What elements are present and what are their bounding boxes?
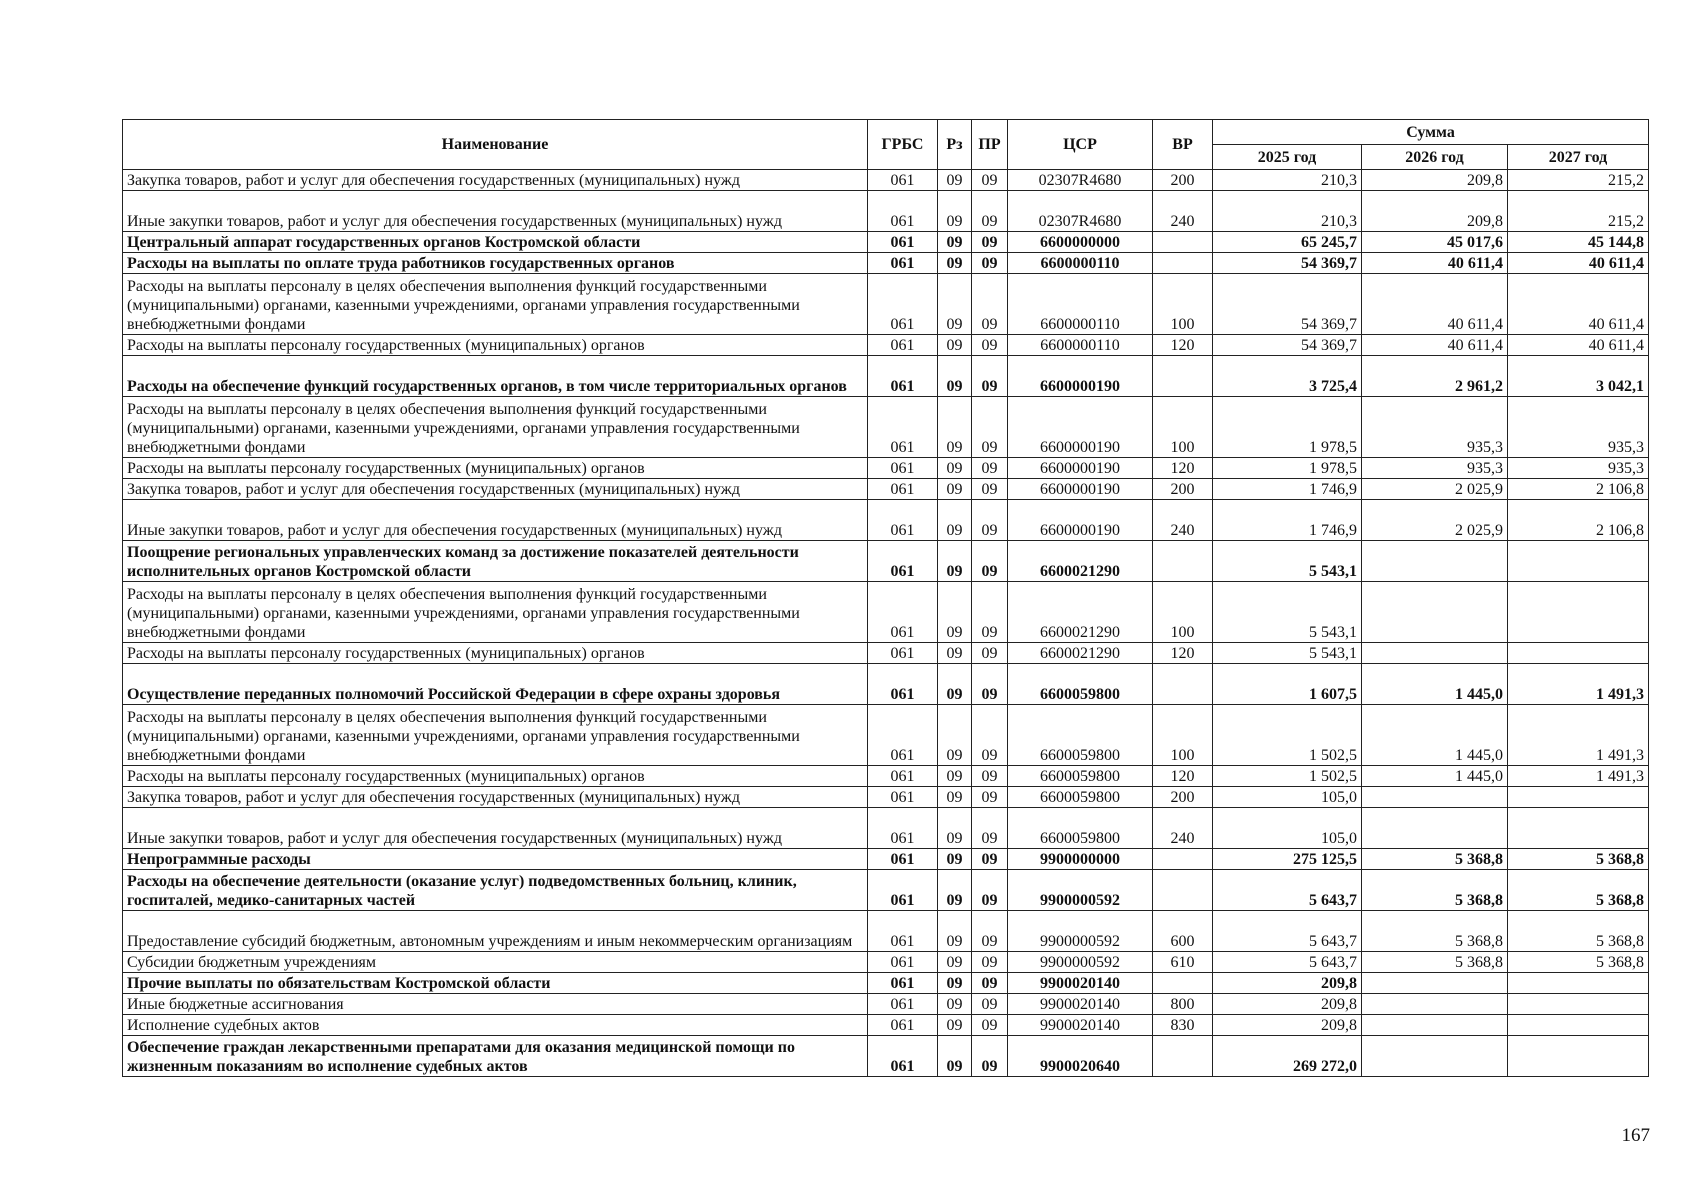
- table-row: [123, 973, 1649, 994]
- cell-grbs: 061: [868, 500, 938, 541]
- cell-grbs: 061: [868, 253, 938, 274]
- cell-rz: 09: [938, 253, 972, 274]
- cell-pr: 09: [972, 479, 1008, 500]
- table-body: [123, 170, 1649, 1077]
- table-row: [123, 356, 1649, 397]
- cell-grbs: 061: [868, 582, 938, 643]
- cell-rz: 09: [938, 397, 972, 458]
- table-row: [123, 541, 1649, 582]
- cell-vr: 200: [1153, 479, 1213, 500]
- table-row: [123, 994, 1649, 1015]
- cell-rz: 09: [938, 870, 972, 911]
- cell-vr: [1153, 541, 1213, 582]
- cell-s2027: 215,2: [1508, 191, 1649, 232]
- cell-s2026: [1362, 1036, 1508, 1077]
- cell-name: Поощрение региональных управленческих команд за достижение показателей деятельности исполнительных органов Костромской области: [123, 541, 868, 582]
- cell-s2025: 275 125,5: [1213, 849, 1362, 870]
- cell-name: Обеспечение граждан лекарственными препаратами для оказания медицинской помощи по жизненным показаниям во исполнение судебных актов: [123, 1036, 868, 1077]
- header-csr: ЦСР: [1008, 120, 1153, 170]
- cell-pr: 09: [972, 356, 1008, 397]
- cell-s2027: 5 368,8: [1508, 870, 1649, 911]
- cell-grbs: 061: [868, 952, 938, 973]
- cell-s2027: 1 491,3: [1508, 766, 1649, 787]
- cell-name: Расходы на выплаты персоналу в целях обеспечения выполнения функций государственными (муниципальными) органами, казенными учреждениями, органами управления государственными внебюджетными фондами: [123, 705, 868, 766]
- cell-s2026: 2 961,2: [1362, 356, 1508, 397]
- cell-vr: 240: [1153, 500, 1213, 541]
- cell-s2026: [1362, 1015, 1508, 1036]
- cell-csr: 6600000190: [1008, 479, 1153, 500]
- cell-csr: 6600059800: [1008, 664, 1153, 705]
- cell-csr: 6600000190: [1008, 458, 1153, 479]
- cell-s2027: [1508, 582, 1649, 643]
- cell-grbs: 061: [868, 870, 938, 911]
- cell-csr: 9900020140: [1008, 994, 1153, 1015]
- cell-csr: 6600000190: [1008, 397, 1153, 458]
- table-row: [123, 849, 1649, 870]
- cell-vr: [1153, 849, 1213, 870]
- cell-s2027: 215,2: [1508, 170, 1649, 191]
- cell-csr: 6600000190: [1008, 500, 1153, 541]
- cell-s2025: 65 245,7: [1213, 232, 1362, 253]
- cell-vr: 240: [1153, 191, 1213, 232]
- cell-grbs: 061: [868, 911, 938, 952]
- cell-grbs: 061: [868, 191, 938, 232]
- cell-vr: 120: [1153, 643, 1213, 664]
- cell-vr: 830: [1153, 1015, 1213, 1036]
- cell-s2027: 45 144,8: [1508, 232, 1649, 253]
- cell-grbs: 061: [868, 170, 938, 191]
- cell-s2025: 5 543,1: [1213, 582, 1362, 643]
- cell-pr: 09: [972, 808, 1008, 849]
- cell-s2025: 5 643,7: [1213, 870, 1362, 911]
- cell-vr: 100: [1153, 274, 1213, 335]
- cell-vr: 200: [1153, 170, 1213, 191]
- cell-vr: 200: [1153, 787, 1213, 808]
- cell-grbs: 061: [868, 356, 938, 397]
- cell-csr: 6600059800: [1008, 808, 1153, 849]
- cell-grbs: 061: [868, 973, 938, 994]
- cell-name: Расходы на обеспечение функций государственных органов, в том числе территориальных органов: [123, 356, 868, 397]
- cell-s2027: [1508, 541, 1649, 582]
- cell-s2025: 210,3: [1213, 170, 1362, 191]
- cell-pr: 09: [972, 849, 1008, 870]
- cell-rz: 09: [938, 479, 972, 500]
- cell-name: Предоставление субсидий бюджетным, автономным учреждениям и иным некоммерческим организациям: [123, 911, 868, 952]
- cell-csr: 9900000592: [1008, 952, 1153, 973]
- cell-vr: 800: [1153, 994, 1213, 1015]
- table-row: [123, 582, 1649, 643]
- cell-rz: 09: [938, 1036, 972, 1077]
- cell-csr: 9900020640: [1008, 1036, 1153, 1077]
- cell-grbs: 061: [868, 458, 938, 479]
- cell-s2026: 45 017,6: [1362, 232, 1508, 253]
- cell-vr: 120: [1153, 458, 1213, 479]
- cell-pr: 09: [972, 500, 1008, 541]
- cell-name: Расходы на обеспечение деятельности (оказание услуг) подведомственных больниц, клиник, госпиталей, медико-санитарных частей: [123, 870, 868, 911]
- cell-vr: 100: [1153, 397, 1213, 458]
- cell-s2026: [1362, 973, 1508, 994]
- cell-rz: 09: [938, 191, 972, 232]
- header-name: Наименование: [123, 120, 868, 170]
- cell-vr: 120: [1153, 335, 1213, 356]
- cell-grbs: 061: [868, 766, 938, 787]
- cell-rz: 09: [938, 541, 972, 582]
- cell-s2027: 5 368,8: [1508, 849, 1649, 870]
- cell-s2025: 210,3: [1213, 191, 1362, 232]
- cell-name: Осуществление переданных полномочий Российской Федерации в сфере охраны здоровья: [123, 664, 868, 705]
- cell-name: Расходы на выплаты по оплате труда работников государственных органов: [123, 253, 868, 274]
- cell-grbs: 061: [868, 274, 938, 335]
- cell-s2026: 40 611,4: [1362, 253, 1508, 274]
- cell-grbs: 061: [868, 232, 938, 253]
- cell-rz: 09: [938, 664, 972, 705]
- table-row: [123, 335, 1649, 356]
- cell-grbs: 061: [868, 335, 938, 356]
- cell-rz: 09: [938, 274, 972, 335]
- cell-s2025: 209,8: [1213, 994, 1362, 1015]
- cell-s2025: 5 543,1: [1213, 643, 1362, 664]
- cell-pr: 09: [972, 664, 1008, 705]
- cell-rz: 09: [938, 766, 972, 787]
- cell-s2026: [1362, 643, 1508, 664]
- cell-s2025: 5 643,7: [1213, 952, 1362, 973]
- cell-name: Центральный аппарат государственных органов Костромской области: [123, 232, 868, 253]
- cell-s2025: 54 369,7: [1213, 253, 1362, 274]
- table-row: [123, 911, 1649, 952]
- cell-grbs: 061: [868, 479, 938, 500]
- header-row: [123, 120, 1649, 145]
- cell-s2027: 2 106,8: [1508, 500, 1649, 541]
- cell-s2027: 5 368,8: [1508, 911, 1649, 952]
- cell-pr: 09: [972, 870, 1008, 911]
- cell-s2027: 40 611,4: [1508, 253, 1649, 274]
- cell-pr: 09: [972, 170, 1008, 191]
- cell-rz: 09: [938, 973, 972, 994]
- cell-csr: 9900020140: [1008, 973, 1153, 994]
- cell-grbs: 061: [868, 849, 938, 870]
- cell-s2026: [1362, 582, 1508, 643]
- cell-name: Иные закупки товаров, работ и услуг для обеспечения государственных (муниципальных) нужд: [123, 191, 868, 232]
- cell-pr: 09: [972, 541, 1008, 582]
- cell-csr: 6600059800: [1008, 766, 1153, 787]
- cell-vr: 100: [1153, 582, 1213, 643]
- cell-name: Субсидии бюджетным учреждениям: [123, 952, 868, 973]
- cell-s2026: 209,8: [1362, 170, 1508, 191]
- cell-vr: 120: [1153, 766, 1213, 787]
- cell-s2026: 209,8: [1362, 191, 1508, 232]
- cell-s2027: 40 611,4: [1508, 274, 1649, 335]
- table-row: [123, 870, 1649, 911]
- cell-name: Расходы на выплаты персоналу в целях обеспечения выполнения функций государственными (муниципальными) органами, казенными учреждениями, органами управления государственными внебюджетными фондами: [123, 274, 868, 335]
- cell-s2025: 1 978,5: [1213, 458, 1362, 479]
- cell-pr: 09: [972, 191, 1008, 232]
- cell-name: Иные бюджетные ассигнования: [123, 994, 868, 1015]
- table-row: [123, 808, 1649, 849]
- cell-rz: 09: [938, 500, 972, 541]
- header-sum: Сумма: [1213, 120, 1649, 145]
- cell-pr: 09: [972, 911, 1008, 952]
- cell-grbs: 061: [868, 1036, 938, 1077]
- cell-s2026: [1362, 541, 1508, 582]
- cell-csr: 9900000592: [1008, 911, 1153, 952]
- cell-rz: 09: [938, 849, 972, 870]
- cell-grbs: 061: [868, 994, 938, 1015]
- cell-name: Расходы на выплаты персоналу государственных (муниципальных) органов: [123, 458, 868, 479]
- cell-csr: 9900000592: [1008, 870, 1153, 911]
- cell-s2027: 5 368,8: [1508, 952, 1649, 973]
- cell-pr: 09: [972, 705, 1008, 766]
- cell-s2026: 2 025,9: [1362, 479, 1508, 500]
- cell-csr: 02307R4680: [1008, 170, 1153, 191]
- cell-name: Расходы на выплаты персоналу в целях обеспечения выполнения функций государственными (муниципальными) органами, казенными учреждениями, органами управления государственными внебюджетными фондами: [123, 397, 868, 458]
- cell-s2026: 935,3: [1362, 458, 1508, 479]
- cell-pr: 09: [972, 994, 1008, 1015]
- header-rz: Рз: [938, 120, 972, 170]
- cell-vr: [1153, 870, 1213, 911]
- page-number: 167: [1621, 1125, 1650, 1146]
- cell-grbs: 061: [868, 643, 938, 664]
- cell-rz: 09: [938, 787, 972, 808]
- cell-csr: 6600000110: [1008, 274, 1153, 335]
- table-row: [123, 643, 1649, 664]
- cell-s2027: 3 042,1: [1508, 356, 1649, 397]
- table-row: [123, 397, 1649, 458]
- cell-s2026: [1362, 808, 1508, 849]
- cell-pr: 09: [972, 1036, 1008, 1077]
- cell-pr: 09: [972, 973, 1008, 994]
- header-2025: 2025 год: [1213, 145, 1362, 170]
- cell-vr: 600: [1153, 911, 1213, 952]
- cell-grbs: 061: [868, 664, 938, 705]
- cell-name: Прочие выплаты по обязательствам Костромской области: [123, 973, 868, 994]
- cell-name: Иные закупки товаров, работ и услуг для обеспечения государственных (муниципальных) нужд: [123, 500, 868, 541]
- cell-name: Исполнение судебных актов: [123, 1015, 868, 1036]
- cell-name: Расходы на выплаты персоналу государственных (муниципальных) органов: [123, 766, 868, 787]
- cell-csr: 6600059800: [1008, 787, 1153, 808]
- cell-s2025: 3 725,4: [1213, 356, 1362, 397]
- cell-rz: 09: [938, 952, 972, 973]
- cell-s2026: [1362, 994, 1508, 1015]
- cell-pr: 09: [972, 582, 1008, 643]
- cell-csr: 6600000000: [1008, 232, 1153, 253]
- table-row: [123, 479, 1649, 500]
- cell-pr: 09: [972, 397, 1008, 458]
- table-row: [123, 500, 1649, 541]
- cell-name: Закупка товаров, работ и услуг для обеспечения государственных (муниципальных) нужд: [123, 787, 868, 808]
- cell-s2025: 105,0: [1213, 808, 1362, 849]
- cell-grbs: 061: [868, 705, 938, 766]
- table-row: [123, 664, 1649, 705]
- cell-name: Непрограммные расходы: [123, 849, 868, 870]
- cell-csr: 6600059800: [1008, 705, 1153, 766]
- cell-grbs: 061: [868, 808, 938, 849]
- table-row: [123, 1015, 1649, 1036]
- cell-csr: 6600021290: [1008, 541, 1153, 582]
- table-row: [123, 458, 1649, 479]
- cell-rz: 09: [938, 911, 972, 952]
- table-row: [123, 952, 1649, 973]
- cell-name: Закупка товаров, работ и услуг для обеспечения государственных (муниципальных) нужд: [123, 479, 868, 500]
- cell-s2027: 40 611,4: [1508, 335, 1649, 356]
- budget-table: [122, 119, 1649, 1077]
- cell-pr: 09: [972, 766, 1008, 787]
- cell-s2026: 1 445,0: [1362, 705, 1508, 766]
- cell-grbs: 061: [868, 1015, 938, 1036]
- cell-pr: 09: [972, 232, 1008, 253]
- cell-name: Расходы на выплаты персоналу государственных (муниципальных) органов: [123, 335, 868, 356]
- cell-vr: [1153, 253, 1213, 274]
- cell-s2027: 2 106,8: [1508, 479, 1649, 500]
- cell-name: Иные закупки товаров, работ и услуг для обеспечения государственных (муниципальных) нужд: [123, 808, 868, 849]
- cell-rz: 09: [938, 1015, 972, 1036]
- cell-s2025: 54 369,7: [1213, 274, 1362, 335]
- table-row: [123, 274, 1649, 335]
- cell-s2027: [1508, 808, 1649, 849]
- cell-s2027: [1508, 787, 1649, 808]
- cell-s2027: 935,3: [1508, 458, 1649, 479]
- table-row: [123, 253, 1649, 274]
- cell-csr: 9900020140: [1008, 1015, 1153, 1036]
- cell-s2026: 1 445,0: [1362, 766, 1508, 787]
- cell-s2025: 5 643,7: [1213, 911, 1362, 952]
- cell-s2025: 1 607,5: [1213, 664, 1362, 705]
- cell-s2026: 2 025,9: [1362, 500, 1508, 541]
- cell-s2025: 1 746,9: [1213, 500, 1362, 541]
- cell-grbs: 061: [868, 787, 938, 808]
- cell-s2026: 5 368,8: [1362, 849, 1508, 870]
- table-row: [123, 787, 1649, 808]
- cell-s2025: 54 369,7: [1213, 335, 1362, 356]
- cell-name: Расходы на выплаты персоналу в целях обеспечения выполнения функций государственными (муниципальными) органами, казенными учреждениями, органами управления государственными внебюджетными фондами: [123, 582, 868, 643]
- cell-pr: 09: [972, 1015, 1008, 1036]
- cell-s2025: 1 746,9: [1213, 479, 1362, 500]
- cell-s2025: 1 502,5: [1213, 766, 1362, 787]
- cell-vr: [1153, 664, 1213, 705]
- cell-pr: 09: [972, 253, 1008, 274]
- cell-rz: 09: [938, 458, 972, 479]
- cell-s2027: [1508, 1015, 1649, 1036]
- cell-name: Расходы на выплаты персоналу государственных (муниципальных) органов: [123, 643, 868, 664]
- cell-name: Закупка товаров, работ и услуг для обеспечения государственных (муниципальных) нужд: [123, 170, 868, 191]
- cell-vr: 610: [1153, 952, 1213, 973]
- cell-s2027: 1 491,3: [1508, 664, 1649, 705]
- cell-s2027: [1508, 1036, 1649, 1077]
- cell-vr: [1153, 1036, 1213, 1077]
- cell-s2026: 1 445,0: [1362, 664, 1508, 705]
- cell-s2026: 5 368,8: [1362, 911, 1508, 952]
- cell-rz: 09: [938, 994, 972, 1015]
- header-2026: 2026 год: [1362, 145, 1508, 170]
- table-row: [123, 232, 1649, 253]
- cell-csr: 6600000110: [1008, 335, 1153, 356]
- cell-rz: 09: [938, 335, 972, 356]
- cell-s2027: [1508, 973, 1649, 994]
- cell-csr: 6600000110: [1008, 253, 1153, 274]
- cell-rz: 09: [938, 170, 972, 191]
- cell-vr: 100: [1153, 705, 1213, 766]
- cell-s2027: [1508, 643, 1649, 664]
- cell-s2026: 40 611,4: [1362, 335, 1508, 356]
- cell-s2025: 1 502,5: [1213, 705, 1362, 766]
- table-row: [123, 1036, 1649, 1077]
- cell-s2026: 40 611,4: [1362, 274, 1508, 335]
- cell-rz: 09: [938, 705, 972, 766]
- cell-s2025: 269 272,0: [1213, 1036, 1362, 1077]
- cell-pr: 09: [972, 787, 1008, 808]
- cell-s2025: 1 978,5: [1213, 397, 1362, 458]
- cell-rz: 09: [938, 582, 972, 643]
- cell-vr: [1153, 973, 1213, 994]
- cell-pr: 09: [972, 458, 1008, 479]
- cell-grbs: 061: [868, 541, 938, 582]
- cell-s2025: 209,8: [1213, 1015, 1362, 1036]
- table-row: [123, 705, 1649, 766]
- cell-vr: 240: [1153, 808, 1213, 849]
- cell-pr: 09: [972, 952, 1008, 973]
- cell-pr: 09: [972, 643, 1008, 664]
- cell-vr: [1153, 356, 1213, 397]
- cell-pr: 09: [972, 335, 1008, 356]
- cell-s2027: [1508, 994, 1649, 1015]
- cell-pr: 09: [972, 274, 1008, 335]
- table-row: [123, 191, 1649, 232]
- cell-s2027: 1 491,3: [1508, 705, 1649, 766]
- cell-s2026: 935,3: [1362, 397, 1508, 458]
- cell-csr: 6600000190: [1008, 356, 1153, 397]
- cell-s2025: 5 543,1: [1213, 541, 1362, 582]
- cell-s2026: [1362, 787, 1508, 808]
- header-pr: ПР: [972, 120, 1008, 170]
- cell-rz: 09: [938, 808, 972, 849]
- table-row: [123, 170, 1649, 191]
- cell-grbs: 061: [868, 397, 938, 458]
- header-grbs: ГРБС: [868, 120, 938, 170]
- cell-rz: 09: [938, 232, 972, 253]
- cell-s2026: 5 368,8: [1362, 870, 1508, 911]
- header-vr: ВР: [1153, 120, 1213, 170]
- cell-s2025: 105,0: [1213, 787, 1362, 808]
- cell-s2027: 935,3: [1508, 397, 1649, 458]
- cell-s2026: 5 368,8: [1362, 952, 1508, 973]
- cell-csr: 9900000000: [1008, 849, 1153, 870]
- cell-csr: 6600021290: [1008, 582, 1153, 643]
- table-row: [123, 766, 1649, 787]
- cell-s2025: 209,8: [1213, 973, 1362, 994]
- cell-csr: 02307R4680: [1008, 191, 1153, 232]
- cell-vr: [1153, 232, 1213, 253]
- header-2027: 2027 год: [1508, 145, 1649, 170]
- cell-csr: 6600021290: [1008, 643, 1153, 664]
- cell-rz: 09: [938, 643, 972, 664]
- cell-rz: 09: [938, 356, 972, 397]
